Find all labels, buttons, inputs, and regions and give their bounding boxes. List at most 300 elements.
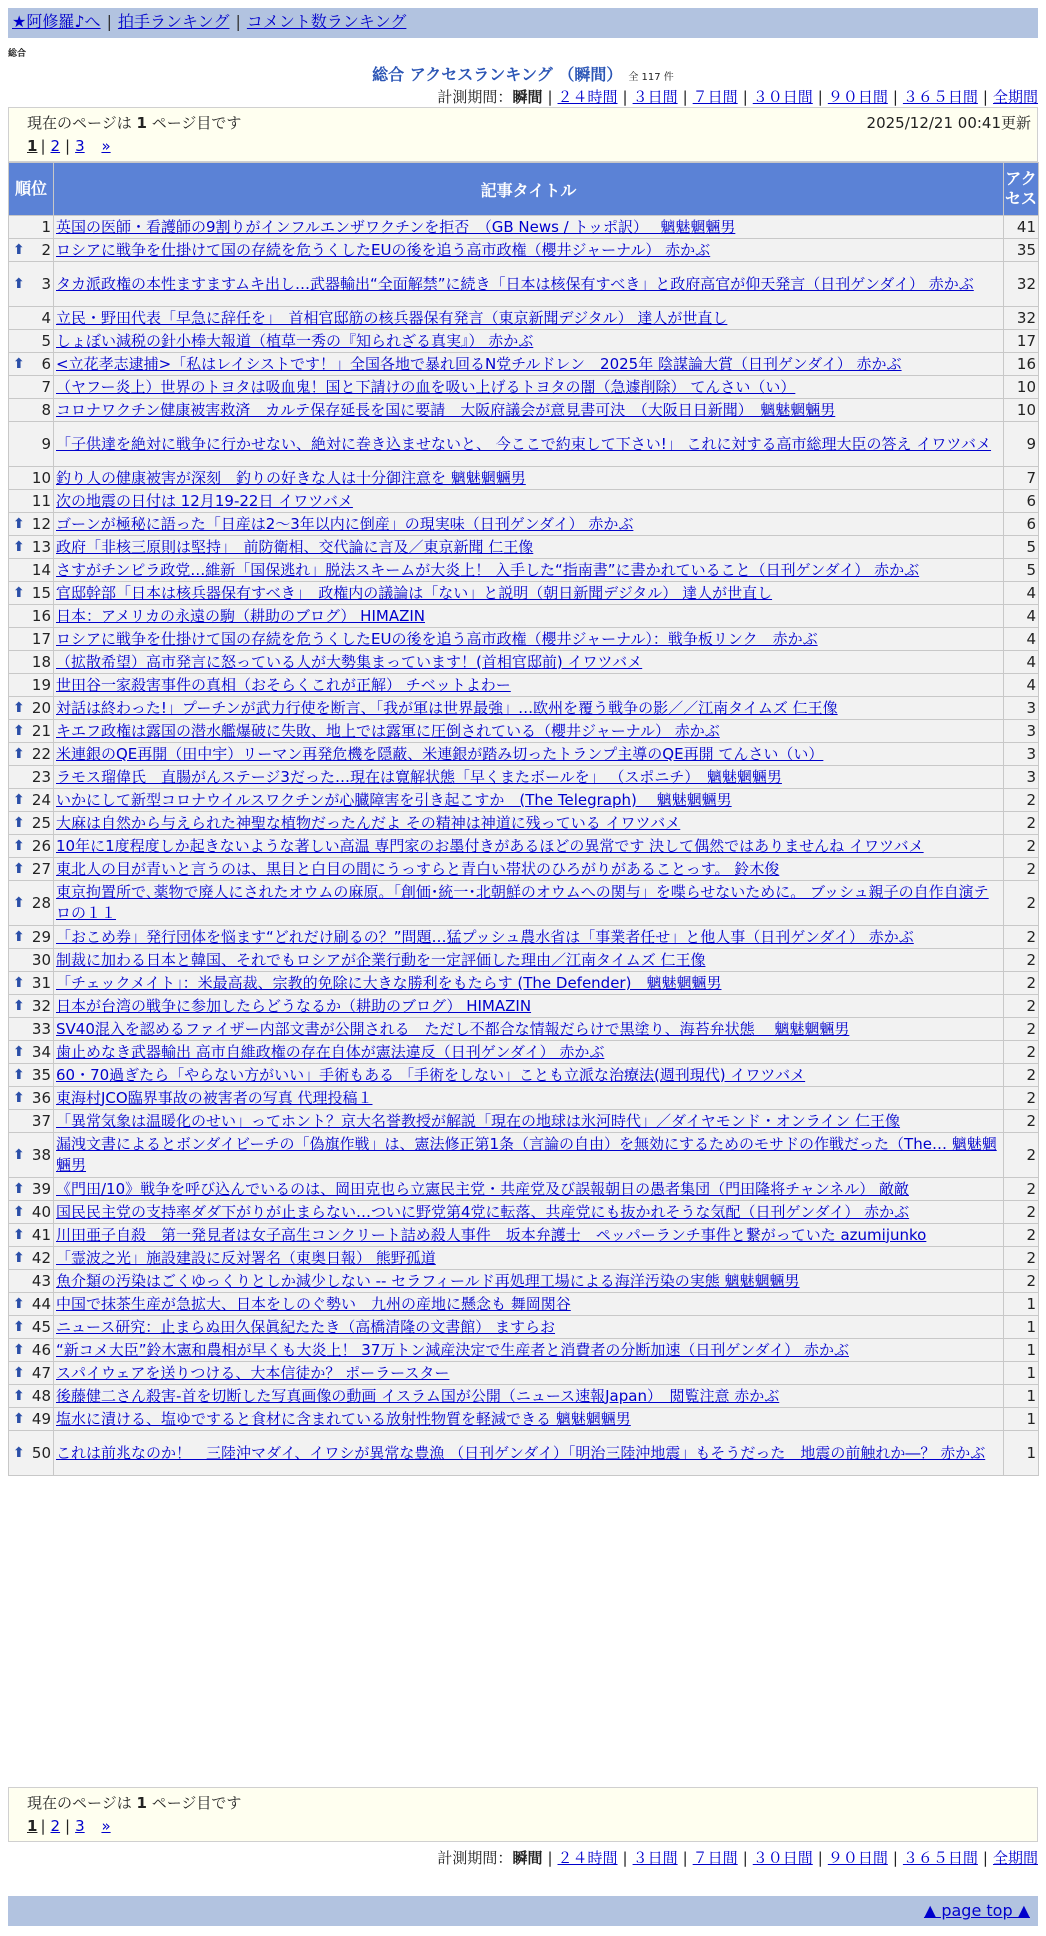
rank-cell: [9, 1339, 53, 1361]
table-row: [9, 812, 1038, 834]
title-cell: [54, 536, 1003, 558]
access-count: 4: [1004, 651, 1038, 673]
rank-up-arrow-icon: ⬆: [13, 1318, 25, 1335]
article-title-link[interactable]: 日本：アメリカの永遠の駒（耕助のブログ） HIMAZIN: [56, 606, 425, 625]
separator: |: [817, 1849, 823, 1867]
article-title-link[interactable]: ロシアに戦争を仕掛けて国の存続を危うくしたEUの後を追う高市政権（櫻井ジャーナル） 赤かぶ: [56, 240, 711, 259]
rank-number: 12: [31, 514, 51, 533]
table-row: [9, 1408, 1038, 1430]
rank-cell: [9, 307, 53, 329]
article-title-link[interactable]: 漏洩文書によるとボンダイビーチの「偽旗作戦」は、憲法修正第1条（言論の自由）を無効にするためのモサドの作戦だった（The… 魑魅魍魎男: [56, 1135, 997, 1174]
rank-number: 8: [41, 400, 51, 419]
rank-number: 40: [31, 1202, 51, 1221]
table-row: [9, 1385, 1038, 1407]
rank-cell: [9, 1064, 53, 1086]
rank-cell: [9, 513, 53, 535]
access-count: 4: [1004, 628, 1038, 650]
rank-number: 4: [41, 308, 51, 327]
period-option-link[interactable]: ２４時間: [557, 88, 618, 106]
comment-ranking-link[interactable]: コメント数ランキング: [246, 12, 407, 31]
rank-up-arrow-icon: ⬆: [13, 584, 25, 601]
rank-number: 28: [31, 893, 51, 912]
table-row: [9, 1316, 1038, 1338]
rank-number: 1: [41, 217, 51, 236]
rank-cell: [9, 1178, 53, 1200]
rank-cell: [9, 1408, 53, 1430]
title-cell: [54, 766, 1003, 788]
article-title-link[interactable]: 歯止めなき武器輸出 高市自維政権の存在自体が憲法違反（日刊ゲンダイ） 赤かぶ: [56, 1042, 605, 1061]
rank-cell: [9, 1270, 53, 1292]
table-row: [9, 353, 1038, 375]
page-link[interactable]: 2: [50, 137, 61, 155]
article-title-link[interactable]: 中国で抹茶生産が急拡大、日本をしのぐ勢い 九州の産地に懸念も 舞岡関谷: [56, 1294, 571, 1313]
title-cell: [54, 835, 1003, 857]
article-title-link[interactable]: ラモス瑠偉氏 直腸がんステージ3だった…現在は寛解状態「早くまたボールを」 （スポニチ） 魑魅魍魎男: [56, 767, 782, 786]
rank-up-arrow-icon: ⬆: [13, 814, 25, 831]
access-count: 3: [1004, 720, 1038, 742]
rank-cell: [9, 1041, 53, 1063]
article-title-link[interactable]: 米連銀のQE再開（田中宇）リーマン再発危機を隠蔽、米連銀が踏み切ったトランプ主導のQE再開 てんさい（い）: [56, 744, 824, 763]
period-option-link[interactable]: ７日間: [692, 88, 738, 106]
page-link[interactable]: 3: [75, 1817, 85, 1835]
period-option-link[interactable]: 全期間: [992, 1849, 1038, 1867]
rank-number: 44: [31, 1294, 51, 1313]
article-title-link[interactable]: コロナワクチン健康被害救済 カルテ保存延長を国に要請 大阪府議会が意見書可決 （大阪日日新聞） 魑魅魍魎男: [56, 400, 836, 419]
period-selector-bottom: [437, 1847, 1038, 1868]
article-title-link[interactable]: <立花孝志逮捕>「私はレイシストです！」全国各地で暴れ回るN党チルドレン 2025年 陰謀論大賞（日刊ゲンダイ） 赤かぶ: [56, 354, 902, 373]
title-cell: [54, 513, 1003, 535]
article-title-link[interactable]: （拡散希望）高市発言に怒っている人が大勢集まっています！(首相官邸前) イワツバメ: [56, 652, 643, 671]
title-cell: [54, 605, 1003, 627]
rank-number: 9: [41, 434, 51, 453]
article-title-link[interactable]: 「子供達を絶対に戦争に行かせない、絶対に巻き込ませないと、 今ここで約束して下さい!」 これに対する高市総理大臣の答え イワツバメ: [56, 434, 992, 453]
article-title-link[interactable]: スパイウェアを送りつける、大本信徒か？ ポーラースター: [56, 1363, 450, 1382]
next-page-link[interactable]: »: [101, 137, 111, 155]
article-title-link[interactable]: キエフ政権は露国の潜水艦爆破に失敗、地上では露軍に圧倒されている（櫻井ジャーナル） 赤かぶ: [56, 721, 720, 740]
title-cell: [54, 490, 1003, 512]
col-header-access: アクセス: [1004, 163, 1038, 215]
rank-up-arrow-icon: ⬆: [13, 241, 25, 258]
title-cell: [54, 972, 1003, 994]
table-row: [9, 926, 1038, 948]
access-count: 32: [1004, 262, 1038, 306]
rank-number: 20: [31, 698, 51, 717]
rank-number: 47: [31, 1363, 51, 1382]
current-page-suffix: ページ目です: [146, 1794, 242, 1812]
rank-cell: [9, 812, 53, 834]
period-current: 瞬間: [512, 1849, 543, 1867]
article-title-link[interactable]: 東京拘置所で､薬物で廃人にされたオウムの麻原。「創価･統一･北朝鮮のオウムへの関与」を喋らせないために。 ブッシュ親子の自作自演テロの１１: [56, 883, 989, 922]
next-page-link[interactable]: »: [101, 1817, 111, 1835]
page-link[interactable]: 2: [50, 1817, 61, 1835]
rank-cell: [9, 422, 53, 466]
article-title-link[interactable]: 次の地震の日付は 12月19-22日 イワツバメ: [56, 491, 353, 510]
access-count: 2: [1004, 1133, 1038, 1177]
article-title-link[interactable]: 世田谷一家殺害事件の真相（おそらくこれが正解） チベットよわー: [56, 675, 511, 694]
table-row: [9, 628, 1038, 650]
access-count: 17: [1004, 330, 1038, 352]
rank-cell: [9, 582, 53, 604]
article-title-link[interactable]: 「おこめ券」発行団体を悩ます“どれだけ刷るの？”問題…猛プッシュ農水省は「事業者任せ」と他人事（日刊ゲンダイ） 赤かぶ: [56, 927, 914, 946]
rank-up-arrow-icon: ⬆: [13, 355, 25, 372]
article-title-link[interactable]: 国民民主党の支持率ダダ下がりが止まらない…ついに野党第4党に転落、共産党にも抜かれそうな気配（日刊ゲンダイ） 赤かぶ: [56, 1202, 910, 1221]
rank-up-arrow-icon: ⬆: [13, 997, 25, 1014]
title-cell: [54, 353, 1003, 375]
access-count: 9: [1004, 422, 1038, 466]
title-cell: [54, 926, 1003, 948]
access-count: 4: [1004, 674, 1038, 696]
access-count: 6: [1004, 490, 1038, 512]
title-cell: [54, 949, 1003, 971]
title-cell: [54, 582, 1003, 604]
access-count: 2: [1004, 1018, 1038, 1040]
rank-number: 39: [31, 1179, 51, 1198]
rank-cell: [9, 399, 53, 421]
title-cell: [54, 239, 1003, 261]
period-option-link[interactable]: ３日間: [632, 1849, 678, 1867]
table-row: [9, 1431, 1038, 1475]
rank-up-arrow-icon: ⬆: [13, 538, 25, 555]
title-cell: [54, 720, 1003, 742]
rank-cell: [9, 1247, 53, 1269]
article-title-link[interactable]: 川田亜子自殺 第一発見者は女子高生コンクリート詰め殺人事件 坂本弁護士 ペッパーランチ事件と繋がっていた azumijunko: [56, 1225, 927, 1244]
rank-cell: [9, 949, 53, 971]
article-title-link[interactable]: これは前兆なのか！ 三陸沖マダイ、イワシが異常な豊漁 （日刊ゲンダイ）「明治三陸沖地震」もそうだった 地震の前触れか―？ 赤かぶ: [56, 1443, 986, 1462]
table-row: [9, 949, 1038, 971]
title-cell: [54, 376, 1003, 398]
article-title-link[interactable]: 魚介類の汚染はごくゆっくりとしか減少しない -- セラフィールド再処理工場による海洋汚染の実態 魑魅魍魎男: [56, 1271, 800, 1290]
access-count: 2: [1004, 1247, 1038, 1269]
table-row: [9, 467, 1038, 489]
access-count: 2: [1004, 1110, 1038, 1132]
updated-timestamp: 2025/12/21 00:41更新: [866, 114, 1031, 132]
article-title-link[interactable]: （ヤフー炎上）世界のトヨタは吸血鬼！国と下請けの血を吸い上げるトヨタの闇（急遽削除） てんさい（い）: [56, 377, 796, 396]
rank-number: 13: [31, 537, 51, 556]
col-header-title: 記事タイトル: [54, 163, 1003, 215]
rank-number: 37: [31, 1111, 51, 1130]
access-count: 2: [1004, 1270, 1038, 1292]
category-label: 総合: [8, 49, 27, 59]
title-cell: [54, 674, 1003, 696]
rank-cell: [9, 239, 53, 261]
separator: [87, 137, 100, 155]
access-count: 2: [1004, 1201, 1038, 1223]
rank-up-arrow-icon: ⬆: [13, 1387, 25, 1404]
rank-cell: [9, 605, 53, 627]
rank-number: 21: [31, 721, 51, 740]
rank-cell: [9, 789, 53, 811]
rank-cell: [9, 330, 53, 352]
rank-cell: [9, 835, 53, 857]
title-cell: [54, 1178, 1003, 1200]
separator: |: [982, 88, 988, 106]
title-cell: [54, 1431, 1003, 1475]
page-top-link[interactable]: ▲ page top ▲: [923, 1901, 1030, 1920]
period-option-link[interactable]: ３６５日間: [902, 1849, 978, 1867]
access-count: 7: [1004, 467, 1038, 489]
article-title-link[interactable]: 釣り人の健康被害が深刻 釣りの好きな人は十分御注意を 魑魅魍魎男: [56, 468, 526, 487]
rank-up-arrow-icon: ⬆: [13, 1066, 25, 1083]
title-cell: [54, 467, 1003, 489]
table-row: [9, 559, 1038, 581]
period-option-link[interactable]: ９０日間: [827, 1849, 888, 1867]
rank-number: 10: [31, 468, 51, 487]
rank-number: 24: [31, 790, 51, 809]
title-cell: [54, 399, 1003, 421]
access-count: 32: [1004, 307, 1038, 329]
rank-number: 27: [31, 859, 51, 878]
rank-cell: [9, 1133, 53, 1177]
rank-number: 35: [31, 1065, 51, 1084]
period-option-link[interactable]: ３日間: [632, 88, 678, 106]
title-cell: [54, 858, 1003, 880]
access-count: 2: [1004, 1178, 1038, 1200]
table-row: [9, 605, 1038, 627]
page-title: [0, 62, 1046, 85]
rank-cell: [9, 972, 53, 994]
article-title-link[interactable]: 制裁に加わる日本と韓国、それでもロシアが企業行動を一定評価した理由／江南タイムズ 仁王像: [56, 950, 706, 969]
article-title-link[interactable]: 立民・野田代表「早急に辞任を」 首相官邸筋の核兵器保有発言（東京新聞デジタル） 達人が世直し: [56, 308, 728, 327]
access-count: 3: [1004, 743, 1038, 765]
access-count: 16: [1004, 353, 1038, 375]
rank-cell: [9, 1431, 53, 1475]
table-row: [9, 422, 1038, 466]
page-info-top: [8, 107, 1038, 162]
article-title-link[interactable]: 英国の医師・看護師の9割りがインフルエンザワクチンを拒否 （GB News / トッポ訳） 魑魅魍魎男: [56, 217, 736, 236]
rank-cell: [9, 881, 53, 925]
rank-number: 48: [31, 1386, 51, 1405]
article-title-link[interactable]: 東北人の目が青いと言うのは、黒目と白目の間にうっすらと青白い帯状のひろがりがあることっす。 鈴木俊: [56, 859, 780, 878]
title-cell: [54, 1224, 1003, 1246]
rank-number: 26: [31, 836, 51, 855]
rank-up-arrow-icon: ⬆: [13, 1295, 25, 1312]
access-count: 5: [1004, 559, 1038, 581]
rank-number: 33: [31, 1019, 51, 1038]
title-cell: [54, 881, 1003, 925]
table-row: [9, 307, 1038, 329]
rank-number: 36: [31, 1088, 51, 1107]
access-count: 2: [1004, 858, 1038, 880]
title-cell: [54, 559, 1003, 581]
rank-up-arrow-icon: ⬆: [13, 1146, 25, 1163]
total-count: 全 117 件: [628, 72, 674, 83]
period-option-link[interactable]: ９０日間: [827, 88, 888, 106]
separator: |: [235, 12, 241, 31]
current-page-suffix: ページ目です: [146, 114, 242, 132]
table-row: [9, 239, 1038, 261]
article-title-link[interactable]: 対話は終わった!」プーチンが武力行使を断言、「我が軍は世界最強」…欧州を覆う戦争の影／／江南タイムズ 仁王像: [56, 698, 838, 717]
title-cell: [54, 216, 1003, 238]
rank-number: 6: [41, 354, 51, 373]
rank-up-arrow-icon: ⬆: [13, 699, 25, 716]
article-title-link[interactable]: “新コメ大臣”鈴木憲和農相が早くも大炎上！ 37万トン減産決定で生産者と消費者の分断加速（日刊ゲンダイ） 赤かぶ: [56, 1340, 849, 1359]
article-title-link[interactable]: タカ派政権の本性ますますムキ出し…武器輸出“全面解禁”に続き「日本は核保有すべき」と政府高官が仰天発言（日刊ゲンダイ） 赤かぶ: [56, 274, 974, 293]
table-row: [9, 376, 1038, 398]
period-option-link[interactable]: ３０日間: [752, 88, 813, 106]
article-title-link[interactable]: 官邸幹部「日本は核兵器保有すべき」 政権内の議論は「ない」と説明（朝日新聞デジタル） 達人が世直し: [56, 583, 773, 602]
period-option-link[interactable]: 全期間: [992, 88, 1038, 106]
table-row: [9, 743, 1038, 765]
article-title-link[interactable]: いかにして新型コロナウイルスワクチンが心臓障害を引き起こすか (The Telegraph) 魑魅魍魎男: [56, 790, 732, 809]
title-cell: [54, 1270, 1003, 1292]
title-cell: [54, 1385, 1003, 1407]
rank-cell: [9, 858, 53, 880]
rank-number: 25: [31, 813, 51, 832]
article-title-link[interactable]: 《門田/10》戦争を呼び込んでいるのは、岡田克也ら立憲民主党・共産党及び誤報朝日の愚者集団（門田隆将チャンネル） 敵敵: [56, 1179, 910, 1198]
table-row: [9, 1224, 1038, 1246]
rank-cell: [9, 995, 53, 1017]
table-row: [9, 720, 1038, 742]
access-count: 1: [1004, 1408, 1038, 1430]
access-count: 2: [1004, 1087, 1038, 1109]
period-option-link[interactable]: ３０日間: [752, 1849, 813, 1867]
table-row: [9, 697, 1038, 719]
page-link-current: 1: [27, 1817, 38, 1835]
article-title-link[interactable]: 「チェックメイト」：米最高裁、宗教的免除に大きな勝利をもたらす (The Defender) 魑魅魍魎男: [56, 973, 722, 992]
title-cell: [54, 789, 1003, 811]
separator: |: [742, 1849, 748, 1867]
separator: |: [682, 88, 688, 106]
article-title-link[interactable]: ゴーンが極秘に語った「日産は2～3年以内に倒産」の現実味（日刊ゲンダイ） 赤かぶ: [56, 514, 634, 533]
current-page-text: [27, 1792, 241, 1813]
article-title-link[interactable]: 政府「非核三原則は堅持」 前防衛相、交代論に言及／東京新聞 仁王像: [56, 537, 534, 556]
table-row: [9, 789, 1038, 811]
title-cell: [54, 1087, 1003, 1109]
rank-number: 15: [31, 583, 51, 602]
period-label: 計測期間：: [437, 1849, 513, 1867]
separator: |: [106, 12, 112, 31]
access-count: 1: [1004, 1431, 1038, 1475]
article-title-link[interactable]: 10年に1度程度しか起きないような著しい高温 専門家のお墨付きがあるほどの異常です 決して偶然ではありませんね イワツバメ: [56, 836, 924, 855]
page-title-text: 総合 アクセスランキング （瞬間）: [372, 65, 623, 84]
article-title-link[interactable]: 後藤健二さん殺害-首を切断した写真画像の動画 イスラム国が公開（ニュース速報Japan） 閲覧注意 赤かぶ: [56, 1386, 780, 1405]
rank-number: 5: [41, 331, 51, 350]
page-link[interactable]: 3: [75, 137, 85, 155]
table-row: [9, 216, 1038, 238]
rank-cell: [9, 262, 53, 306]
table-row: [9, 330, 1038, 352]
table-row: [9, 1087, 1038, 1109]
separator: [87, 1817, 100, 1835]
table-row: [9, 1041, 1038, 1063]
rank-cell: [9, 766, 53, 788]
title-cell: [54, 1408, 1003, 1430]
rank-up-arrow-icon: ⬆: [13, 1364, 25, 1381]
rank-number: 34: [31, 1042, 51, 1061]
table-row: [9, 1133, 1038, 1177]
article-title-link[interactable]: 「霊波之光」施設建設に反対署名（東奥日報） 熊野孤道: [56, 1248, 436, 1267]
access-count: 2: [1004, 926, 1038, 948]
clap-ranking-link[interactable]: 拍手ランキング: [117, 12, 230, 31]
article-title-link[interactable]: 日本が台湾の戦争に参加したらどうなるか（耕助のブログ） HIMAZIN: [56, 996, 532, 1015]
article-title-link[interactable]: SV40混入を認めるファイザー内部文書が公開される ただし不都合な情報だらけで黒塗り、海苔弁状態 魑魅魍魎男: [56, 1019, 850, 1038]
rank-number: 11: [31, 491, 51, 510]
title-cell: [54, 1293, 1003, 1315]
rank-up-arrow-icon: ⬆: [13, 837, 25, 854]
access-count: 35: [1004, 239, 1038, 261]
title-cell: [54, 1064, 1003, 1086]
table-row: [9, 995, 1038, 1017]
title-cell: [54, 697, 1003, 719]
rank-cell: [9, 1201, 53, 1223]
title-cell: [54, 1201, 1003, 1223]
separator: |: [547, 1849, 553, 1867]
access-count: 6: [1004, 513, 1038, 535]
table-row: [9, 972, 1038, 994]
period-option-link[interactable]: ２４時間: [557, 1849, 618, 1867]
article-title-link[interactable]: さすがチンピラ政党…維新「国保逃れ」脱法スキームが大炎上！ 入手した“指南書”に書かれていること（日刊ゲンダイ） 赤かぶ: [56, 560, 920, 579]
title-cell: [54, 1110, 1003, 1132]
article-title-link[interactable]: 60・70過ぎたら「やらない方がいい」手術もある 「手術をしない」ことも立派な治療法(週刊現代) イワツバメ: [56, 1065, 806, 1084]
rank-up-arrow-icon: ⬆: [13, 1341, 25, 1358]
article-title-link[interactable]: 大麻は自然から与えられた神聖な植物だったんだよ その精神は神道に残っている イワツバメ: [56, 813, 681, 832]
table-row: [9, 1110, 1038, 1132]
separator: |: [40, 137, 46, 155]
table-row: [9, 835, 1038, 857]
table-row: [9, 766, 1038, 788]
access-count: 4: [1004, 582, 1038, 604]
rank-cell: [9, 651, 53, 673]
rank-cell: [9, 467, 53, 489]
rank-cell: [9, 536, 53, 558]
separator: |: [817, 88, 823, 106]
article-title-link[interactable]: ニュース研究：止まらぬ田久保眞紀たたき（高橋清隆の文書館） ますらお: [56, 1317, 556, 1336]
separator: |: [742, 88, 748, 106]
separator: |: [622, 1849, 628, 1867]
article-title-link[interactable]: ロシアに戦争を仕掛けて国の存続を危うくしたEUの後を追う高市政権（櫻井ジャーナル）：戦争板リンク 赤かぶ: [56, 629, 818, 648]
rank-cell: [9, 1110, 53, 1132]
rank-number: 22: [31, 744, 51, 763]
article-title-link[interactable]: しょぼい減税の針小棒大報道（植草一秀の『知られざる真実』） 赤かぶ: [56, 331, 534, 350]
article-title-link[interactable]: 塩水に漬ける、塩ゆですると食材に含まれている放射性物質を軽減できる 魑魅魍魎男: [56, 1409, 631, 1428]
current-page-prefix: 現在のページは: [27, 1794, 137, 1812]
current-page-text: [27, 112, 241, 133]
title-cell: [54, 330, 1003, 352]
table-row: [9, 1339, 1038, 1361]
rank-number: 32: [31, 996, 51, 1015]
separator: |: [982, 1849, 988, 1867]
rank-number: 38: [31, 1145, 51, 1164]
access-count: 5: [1004, 536, 1038, 558]
col-header-rank: 順位: [9, 163, 53, 215]
table-row: [9, 651, 1038, 673]
rank-cell: [9, 1293, 53, 1315]
title-cell: [54, 1247, 1003, 1269]
access-count: 2: [1004, 972, 1038, 994]
title-cell: [54, 628, 1003, 650]
rank-cell: [9, 559, 53, 581]
separator: |: [65, 1817, 71, 1835]
period-option-link[interactable]: ３６５日間: [902, 88, 978, 106]
home-link[interactable]: ★阿修羅♪へ: [12, 12, 101, 31]
rank-up-arrow-icon: ⬆: [13, 1410, 25, 1427]
pagination-top: [27, 137, 113, 155]
table-row: [9, 1270, 1038, 1292]
table-row: [9, 858, 1038, 880]
rank-number: 3: [41, 274, 51, 293]
top-nav-bar: [8, 8, 1038, 38]
article-title-link[interactable]: 東海村JCO臨界事故の被害者の写真 代理投稿１: [56, 1088, 373, 1107]
period-option-link[interactable]: ７日間: [692, 1849, 738, 1867]
access-count: 2: [1004, 881, 1038, 925]
rank-number: 17: [31, 629, 51, 648]
rank-up-arrow-icon: ⬆: [13, 1203, 25, 1220]
rank-cell: [9, 697, 53, 719]
table-row: [9, 1362, 1038, 1384]
article-title-link[interactable]: 「異常気象は温暖化のせい」ってホント？京大名誉教授が解説「現在の地球は氷河時代」／ダイヤモンド・オンライン 仁王像: [56, 1111, 901, 1130]
table-row: [9, 582, 1038, 604]
rank-number: 23: [31, 767, 51, 786]
